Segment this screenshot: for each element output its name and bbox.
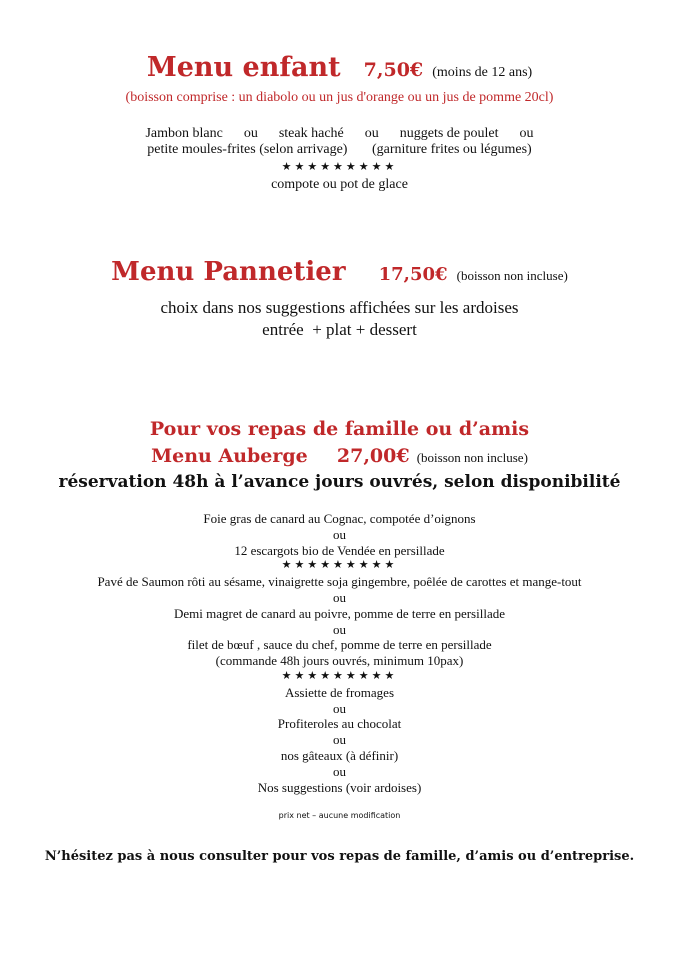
menu-auberge-price-note: (boisson non incluse) [416, 450, 528, 465]
menu-enfant-price-note: (moins de 12 ans) [432, 65, 533, 80]
menu-auberge-item: (commande 48h jours ouvrés, minimum 10pax) [215, 653, 464, 669]
menu-enfant-header [0, 52, 679, 83]
menu-pannetier-header [0, 257, 679, 287]
menu-auberge-item: Nos suggestions (voir ardoises) [257, 779, 422, 795]
menu-auberge-item: Pavé de Saumon rôti au sésame, vinaigrette soja gingembre, poêlée de carottes et mange-tout [97, 574, 582, 590]
menu-auberge-stars: ★★★★★★★★★ [281, 669, 398, 682]
menu-pannetier-line-2: entrée + plat + dessert [262, 320, 417, 339]
menu-auberge-separator: ou [333, 526, 346, 542]
menu-auberge-item: filet de bœuf , sauce du chef, pomme de terre en persillade [187, 637, 492, 653]
menu-auberge-separator: ou [333, 590, 346, 605]
menu-enfant-drink-note: (boisson comprise : un diabolo ou un jus d'orange ou un jus de pomme 20cl) [125, 90, 554, 105]
footer-text: N’hésitez pas à nous consulter pour vos repas de famille, d’amis ou d’entreprise. [44, 849, 635, 864]
menu-auberge-heading: Pour vos repas de famille ou d’amis [149, 418, 530, 440]
menu-pannetier-title: Menu Pannetier [111, 257, 346, 287]
menu-auberge-item: Foie gras de canard au Cognac, compotée d’oignons [203, 511, 476, 526]
menu-auberge-header [0, 445, 679, 467]
menu-auberge-separator: ou [333, 763, 346, 779]
menu-enfant-dessert: compote ou pot de glace [271, 177, 408, 192]
menu-auberge-separator: ou [333, 700, 346, 716]
menu-auberge-item: nos gâteaux (à définir) [280, 748, 399, 763]
menu-enfant-stars: ★★★★★★★★★ [281, 160, 398, 173]
menu-enfant-choices-1: Jambon blanc ou steak haché ou nuggets de poulet ou [145, 126, 534, 141]
menu-auberge-reservation: réservation 48h à l’avance jours ouvrés, selon disponibilité [58, 472, 621, 492]
menu-auberge-separator: ou [333, 621, 346, 637]
menu-enfant-price: 7,50€ [363, 59, 424, 81]
menu-auberge-title: Menu Auberge [151, 445, 308, 467]
menu-auberge-item: Demi magret de canard au poivre, pomme de terre en persillade [174, 605, 505, 621]
menu-pannetier-price-note: (boisson non incluse) [456, 268, 568, 283]
menu-auberge-item: 12 escargots bio de Vendée en persillade [234, 542, 445, 558]
menu-enfant-choices-2: petite moules-frites (selon arrivage) (garniture frites ou légumes) [147, 142, 532, 157]
menu-auberge-separator: ou [333, 732, 346, 748]
menu-auberge-price: 27,00€ [336, 445, 410, 467]
menu-enfant-title: Menu enfant [146, 52, 341, 83]
menu-pannetier-line-1: choix dans nos suggestions affichées sur les ardoises [160, 298, 519, 317]
menu-auberge-item: Profiteroles au chocolat [277, 716, 402, 732]
menu-pannetier-price: 17,50€ [378, 264, 448, 285]
menu-auberge-item: Assiette de fromages [284, 684, 395, 700]
menu-auberge-stars: ★★★★★★★★★ [281, 558, 398, 572]
menu-auberge-fine-print: prix net – aucune modification [278, 811, 401, 820]
